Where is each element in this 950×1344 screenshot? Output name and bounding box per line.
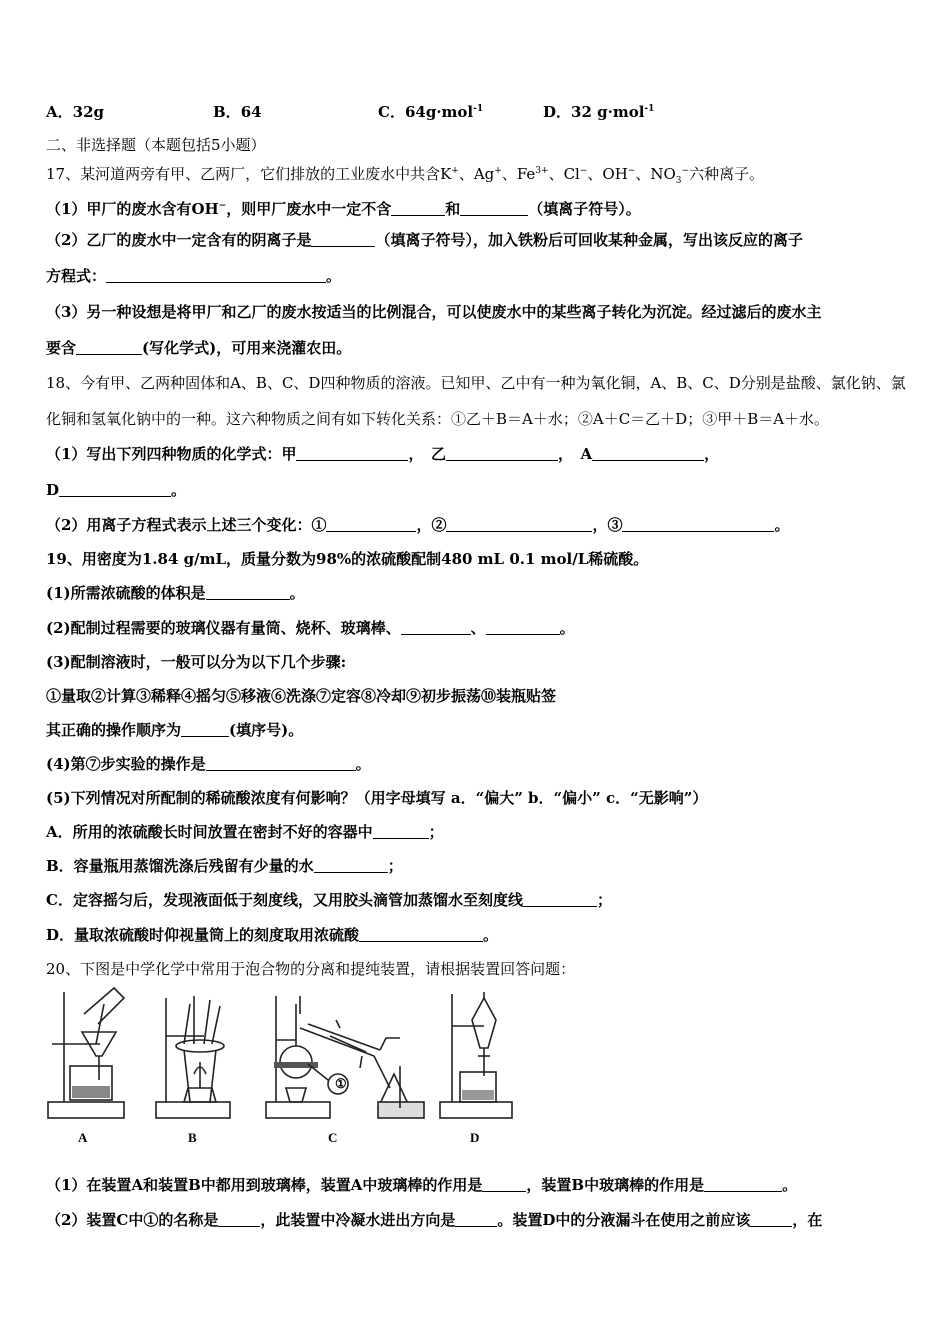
answer-blank[interactable]	[206, 756, 356, 771]
q18-stem-1: 18、今有甲、乙两种固体和A、B、C、D四种物质的溶液。已知甲、乙中有一种为氧化铜，A、B、C、D分别是盐酸、氯化钠、氯	[46, 374, 906, 392]
q19-part3: (3)配制溶液时，一般可以分为以下几个步骤:	[46, 653, 347, 671]
option-c: C．64g·mol$^{-1}$	[378, 103, 484, 121]
answer-blank[interactable]	[296, 446, 408, 461]
answer-blank[interactable]	[523, 892, 597, 907]
q19-part5: (5)下列情况对所配制的稀硫酸浓度有何影响？（用字母填写 a．“偏大” b．“偏小” c．“无影响”）	[46, 789, 708, 807]
figure-label-b: B	[188, 1130, 197, 1145]
answer-blank[interactable]	[455, 1212, 497, 1227]
answer-blank[interactable]	[206, 585, 290, 600]
apparatus-figure	[44, 984, 514, 1154]
answer-blank[interactable]	[218, 1212, 260, 1227]
q19-choice-d: D．量取浓硫酸时仰视量筒上的刻度取用浓硫酸 。	[46, 926, 499, 944]
q17-stem: 17、某河道两旁有甲、乙两厂，它们排放的工业废水中共含K+、Ag+、$Fe^{3+}$、Cl−、OH−、$NO_3^-$六种离子。	[46, 165, 765, 186]
q18-part2: （2）用离子方程式表示上述三个变化：① ，② ，③ 。	[46, 516, 790, 534]
answer-blank[interactable]	[373, 824, 429, 839]
answer-blank[interactable]	[446, 446, 558, 461]
q19-order: 其正确的操作顺序为 (填序号)。	[46, 721, 304, 739]
answer-blank[interactable]	[446, 517, 592, 532]
figure-label-a: A	[78, 1130, 88, 1145]
answer-blank[interactable]	[76, 340, 142, 355]
answer-blank[interactable]	[106, 268, 326, 283]
q20-stem: 20、下图是中学化学中常用于泡合物的分离和提纯装置，请根据装置回答问题：	[46, 960, 576, 978]
q20-part1: （1）在装置A和装置B中都用到玻璃棒，装置A中玻璃棒的作用是 ，装置B中玻璃棒的作用是 。	[46, 1176, 798, 1194]
answer-blank[interactable]	[59, 482, 171, 497]
q19-choice-b: B．容量瓶用蒸馏洗涤后残留有少量的水 ；	[46, 857, 403, 875]
section-title: 二、非选择题（本题包括5小题）	[46, 136, 266, 154]
option-b: B．64	[213, 103, 262, 121]
option-a: A．32g	[46, 103, 105, 121]
answer-blank[interactable]	[622, 517, 774, 532]
answer-blank[interactable]	[359, 927, 483, 942]
answer-blank[interactable]	[704, 1177, 782, 1192]
answer-blank[interactable]	[391, 201, 445, 216]
answer-blank[interactable]	[311, 232, 375, 247]
option-d: D．32 g·mol$^{-1}$	[543, 103, 655, 121]
distillation-apparatus	[266, 996, 424, 1118]
q19-part4: (4)第⑦步实验的操作是 。	[46, 755, 371, 773]
separatory-funnel-apparatus	[440, 992, 512, 1118]
q19-steps: ①量取②计算③稀释④摇匀⑤移液⑥洗涤⑦定容⑧冷却⑨初步振荡⑩装瓶贴签	[46, 687, 557, 705]
q19-part1: (1)所需浓硫酸的体积是 。	[46, 584, 305, 602]
figure-label-d: D	[470, 1130, 480, 1145]
q17-part1: （1）甲厂的废水含有OH−，则甲厂废水中一定不含 和 （填离子符号）。	[46, 200, 641, 218]
q18-part1-d: D 。	[46, 481, 187, 499]
q17-part2: （2）乙厂的废水中一定含有的阴离子是 （填离子符号），加入铁粉后可回收某种金属，写出该反应的离子	[46, 231, 803, 249]
answer-blank[interactable]	[314, 858, 388, 873]
q17-part2-equation: 方程式： 。	[46, 267, 342, 285]
answer-blank[interactable]	[326, 517, 416, 532]
q17-part3-cont: 要含 (写化学式)，可用来浇灌农田。	[46, 339, 352, 357]
q19-choice-a: A．所用的浓硫酸长时间放置在密封不好的容器中 ；	[46, 823, 444, 841]
q19-stem: 19、用密度为1.84 g/mL，质量分数为98%的浓硫酸配制480 mL 0.1 mol/L稀硫酸。	[46, 550, 649, 568]
figure-label-c: C	[328, 1130, 338, 1145]
filtration-apparatus	[48, 988, 124, 1118]
q18-part1: （1）写出下列四种物质的化学式：甲 ， 乙 ， A ，	[46, 445, 720, 463]
answer-blank[interactable]	[592, 446, 704, 461]
q19-part2: (2)配制过程需要的玻璃仪器有量筒、烧杯、玻璃棒、 、 。	[46, 619, 575, 637]
q19-choice-c: C．定容摇匀后，发现液面低于刻度线，又用胶头滴管加蒸馏水至刻度线 ；	[46, 891, 612, 909]
answer-blank[interactable]	[750, 1212, 792, 1227]
answer-blank[interactable]	[401, 620, 471, 635]
evaporation-apparatus	[156, 996, 230, 1118]
answer-blank[interactable]	[486, 620, 560, 635]
q17-part3: （3）另一种设想是将甲厂和乙厂的废水按适当的比例混合，可以使废水中的某些离子转化为沉淀。经过滤后的废水主	[46, 303, 822, 321]
answer-blank[interactable]	[181, 722, 229, 737]
answer-blank[interactable]	[460, 201, 528, 216]
q20-part2: （2）装置C中①的名称是 ，此装置中冷凝水进出方向是 。装置D中的分液漏斗在使用之前应该 ，在	[46, 1211, 823, 1229]
figure-marker: ①	[335, 1076, 347, 1091]
q18-stem-2: 化铜和氢氧化钠中的一种。这六种物质之间有如下转化关系：①乙＋B＝A＋水；②A＋C＝乙＋D；③甲＋B＝A＋水。	[46, 410, 830, 428]
answer-blank[interactable]	[482, 1177, 526, 1192]
